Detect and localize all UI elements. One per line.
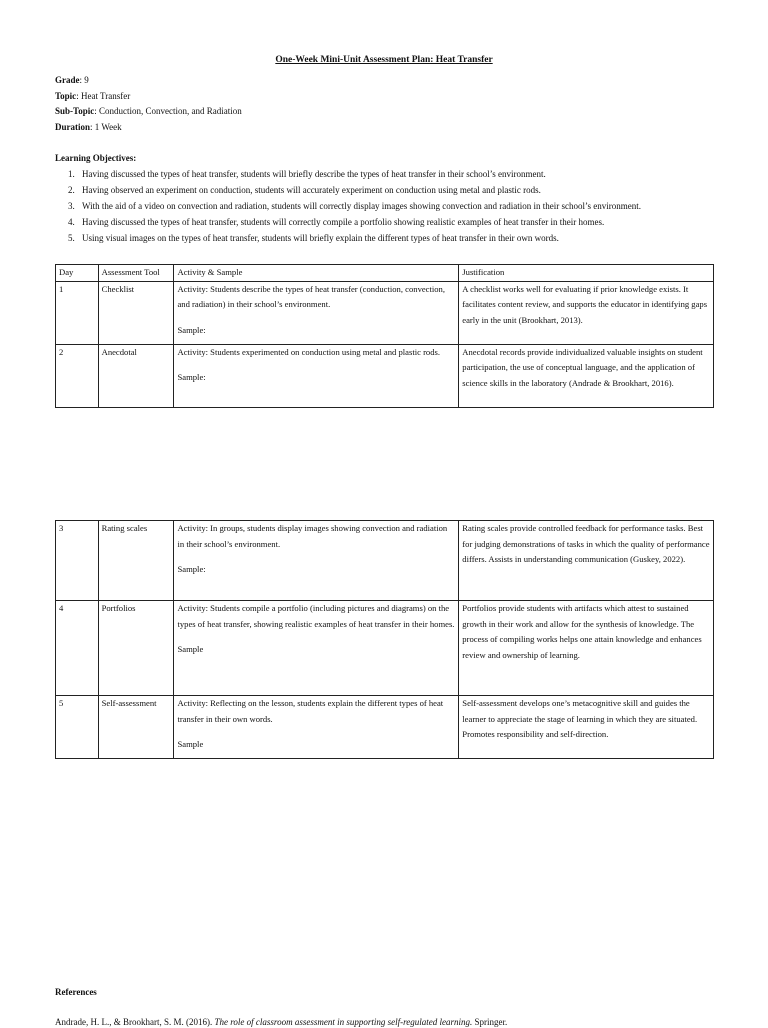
- table-row: [56, 521, 714, 601]
- cell-justification: A checklist works well for evaluating if prior knowledge exists. It facilitates content review, and supports the educator in identifying gaps early in the unit (Brookhart, 2013).: [459, 281, 714, 344]
- cell-justification: Anecdotal records provide individualized valuable insights on student participation, the use of conceptual language, and the application of science skills in the laboratory (Andrade & Brookhart, 2016).: [459, 344, 714, 407]
- table-row: [56, 281, 714, 344]
- objective-item: 1. Having discussed the types of heat transfer, students will briefly describe the types of heat transfer in their school’s environment.: [68, 169, 546, 179]
- assessment-table-part-2: [55, 520, 714, 759]
- header-assessment-tool: Assessment Tool: [98, 265, 174, 282]
- objectives-list: [68, 167, 641, 246]
- cell-activity: Activity: In groups, students display images showing convection and radiation in their school’s environment. Sample:: [174, 521, 459, 601]
- document-title: One-Week Mini-Unit Assessment Plan: Heat Transfer: [275, 55, 493, 65]
- meta-duration: Duration: 1 Week: [55, 122, 122, 133]
- cell-activity: Activity: Reflecting on the lesson, students explain the different types of heat transfer in their own words. Sample: [174, 696, 459, 759]
- cell-activity: Activity: Students experimented on conduction using metal and plastic rods. Sample:: [174, 344, 459, 407]
- header-justification: Justification: [459, 265, 714, 282]
- cell-tool: Anecdotal: [98, 344, 174, 407]
- assessment-table-part-1: [55, 264, 714, 408]
- unit-metadata: [55, 73, 242, 136]
- reference-entry: Andrade, H. L., & Brookhart, S. M. (2016). The role of classroom assessment in supporting self-regulated learning. Springer.: [55, 1017, 508, 1027]
- cell-tool: Rating scales: [98, 521, 174, 601]
- meta-topic: Topic: Heat Transfer: [55, 90, 131, 101]
- cell-tool: Portfolios: [98, 601, 174, 696]
- objective-item: 3. With the aid of a video on convection and radiation, students will correctly display images showing convection and radiation in their school’s environment.: [68, 200, 642, 211]
- cell-justification: Self-assessment develops one’s metacognitive skill and guides the learner to appreciate the stage of learning in which they are situated. Promotes responsibility and self-direction.: [459, 696, 714, 759]
- cell-day: 3: [56, 521, 99, 601]
- cell-tool: Checklist: [98, 281, 174, 344]
- cell-day: 2: [56, 344, 99, 407]
- objectives-heading: Learning Objectives:: [55, 153, 137, 163]
- cell-tool: Self-assessment: [98, 696, 174, 759]
- table-row: [56, 601, 714, 696]
- meta-sub-topic: Sub-Topic: Conduction, Convection, and Radiation: [55, 106, 242, 117]
- objective-item: 4. Having discussed the types of heat transfer, students will correctly compile a portfolio showing realistic examples of heat transfer in their homes.: [68, 216, 605, 227]
- cell-day: 1: [56, 281, 99, 344]
- cell-day: 4: [56, 601, 99, 696]
- references-heading: References: [55, 987, 97, 997]
- header-day: Day: [56, 265, 99, 282]
- meta-grade: Grade: 9: [55, 75, 89, 85]
- cell-justification: Rating scales provide controlled feedback for performance tasks. Best for judging demonstrations of tasks in which the quality of performance differs. Assists in understanding communication (Guskey, 2022).: [459, 521, 714, 601]
- cell-activity: Activity: Students describe the types of heat transfer (conduction, convection, and radiation) in their school’s environment. Sample:: [174, 281, 459, 344]
- table-row: [56, 344, 714, 407]
- header-activity-sample: Activity & Sample: [174, 265, 459, 282]
- objective-item: 2. Having observed an experiment on conduction, students will accurately experiment on conduction using metal and plastic rods.: [68, 184, 541, 195]
- table-header-row: [56, 265, 714, 282]
- cell-justification: Portfolios provide students with artifacts which attest to sustained growth in their work and allow for the synthesis of knowledge. The process of compiling works helps one attain knowledge and enhances review and ownership of learning.: [459, 601, 714, 696]
- cell-day: 5: [56, 696, 99, 759]
- table-row: [56, 696, 714, 759]
- objective-item: 5. Using visual images on the types of heat transfer, students will briefly explain the different types of heat transfer in their own words.: [68, 232, 559, 243]
- cell-activity: Activity: Students compile a portfolio (including pictures and diagrams) on the types of heat transfer, showing realistic examples of heat transfer in their homes. Sample: [174, 601, 459, 696]
